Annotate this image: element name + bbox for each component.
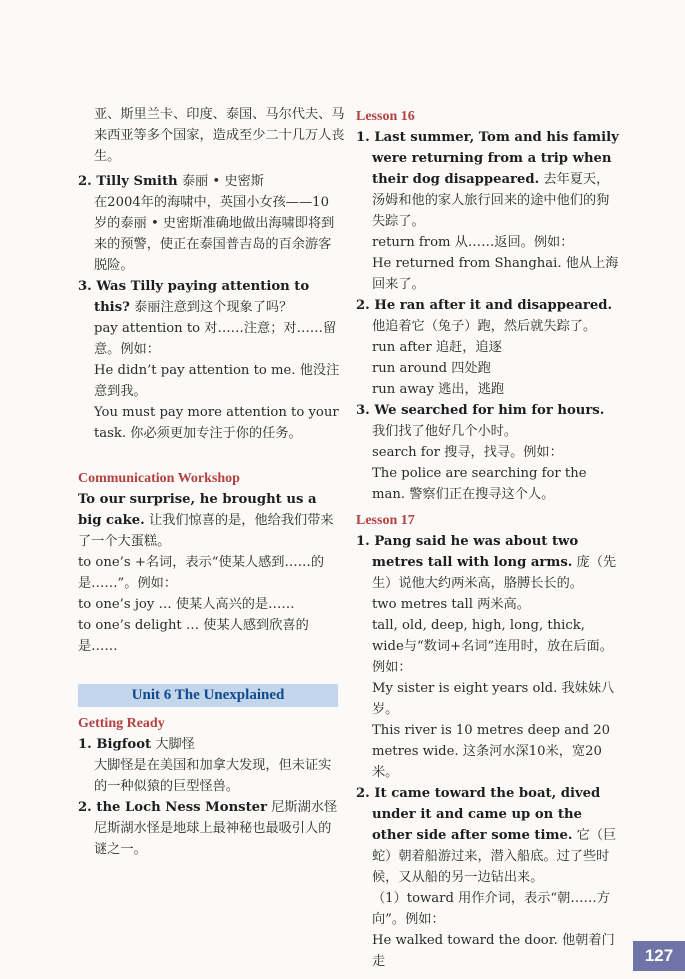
l16-note-1-line-2: He returned from Shanghai. 他从上海回来了。 <box>372 256 619 292</box>
note-2 <box>78 171 340 276</box>
l16-note-1-line-1: return from 从……返回。例如： <box>372 235 574 250</box>
gr-2-heading: 2. the Loch Ness Monster <box>78 800 268 815</box>
note-2-translation: 泰丽 • 史密斯 <box>177 174 264 189</box>
communication-workshop <box>78 468 340 657</box>
continued-paragraph: 亚、斯里兰卡、印度、泰国、马尔代夫、马来西亚等多个国家，造成至少二十几万人丧生。 <box>94 107 345 164</box>
l16-note-2-line-3: run away 逃出，逃跑 <box>372 382 505 397</box>
l16-note-1-heading: 1. Last summer, Tom and his family were returning from a trip when their dog disappeared. <box>356 130 619 187</box>
gr-2-translation: 尼斯湖水怪 <box>267 800 338 815</box>
cw-line-1: to one’s +名词，表示“使某人感到……的是……”。例如： <box>78 555 325 591</box>
lesson-16 <box>356 106 620 505</box>
l16-note-3-line-1: search for 搜寻，找寻。例如： <box>372 445 563 460</box>
l16-note-3-translation: 我们找了他好几个小时。 <box>372 424 518 439</box>
l17-note-1-line-4: This river is 10 metres deep and 20 metres wide. 这条河水深10米，宽20米。 <box>372 723 611 780</box>
cw-line-3: to one’s delight … 使某人感到欣喜的是…… <box>78 618 309 654</box>
l17-note-2-line-1: （1）toward 用作介词，表示“朝……方向”。例如： <box>372 891 610 927</box>
l17-note-2-line-2: He walked toward the door. 他朝着门走 <box>372 933 615 969</box>
l16-note-3-line-2: The police are searching for the man. 警察们正在搜寻这个人。 <box>372 466 587 502</box>
getting-ready <box>78 713 340 860</box>
lesson-16-title: Lesson 16 <box>356 109 415 124</box>
gr-1-translation: 大脚怪 <box>151 737 195 752</box>
note-2-heading: 2. Tilly Smith <box>78 174 178 189</box>
l16-note-2-line-2: run around 四处跑 <box>372 361 491 376</box>
l17-note-1-line-1: two metres tall 两米高。 <box>372 597 530 612</box>
l16-note-1-translation: 去年夏天，汤姆和他的家人旅行回来的途中他们的狗失踪了。 <box>372 172 610 229</box>
l17-note-1-translation: 庞（先生）说他大约两米高，胳膊长长的。 <box>372 555 617 591</box>
note-2-body: 在2004年的海啸中，英国小女孩——10岁的泰丽 • 史密斯准确地做出海啸即将到来的预警，使正在泰国普吉岛的百余游客脱险。 <box>94 195 335 273</box>
gr-1-heading: 1. Bigfoot <box>78 737 152 752</box>
gr-2-body: 尼斯湖水怪是地球上最神秘也最吸引人的谜之一。 <box>94 821 332 857</box>
l17-note-2-heading: 2. It came toward the boat, dived under it and came up on the other side after some time. <box>356 786 601 843</box>
note-3-line-1: pay attention to 对……注意；对……留意。例如： <box>94 321 337 357</box>
cw-sentence: To our surprise, he brought us a big cake. <box>78 492 317 528</box>
gr-1-body: 大脚怪是在美国和加拿大发现，但未证实的一种似猿的巨型怪兽。 <box>94 758 332 794</box>
cw-line-2: to one’s joy … 使某人高兴的是…… <box>78 597 295 612</box>
cw-translation: 让我们惊喜的是，他给我们带来了一个大蛋糕。 <box>78 513 334 549</box>
note-3-heading: 3. Was Tilly paying attention to this? <box>78 279 310 315</box>
unit-title-banner: Unit 6 The Unexplained <box>78 684 338 707</box>
l16-note-3-heading: 3. We searched for him for hours. <box>356 403 605 418</box>
l16-note-2-heading: 2. He ran after it and disappeared. <box>356 298 613 313</box>
l16-note-2-line-1: run after 追赶，追逐 <box>372 340 502 355</box>
note-3-line-2: He didn’t pay attention to me. 他没注意到我。 <box>94 363 340 399</box>
page-number: 127 <box>633 941 685 971</box>
l17-note-1-line-2: tall, old, deep, high, long, thick, wide与“数词+名词”连用时，放在后面。例如： <box>372 618 613 675</box>
communication-workshop-title: Communication Workshop <box>78 471 240 486</box>
note-3-line-3: You must pay more attention to your task. 你必须更加专注于你的任务。 <box>94 405 339 441</box>
lesson-17 <box>356 510 620 972</box>
l17-note-1-heading: 1. Pang said he was about two metres tall with long arms. <box>356 534 579 570</box>
note-3 <box>78 276 340 444</box>
l17-note-1-line-3: My sister is eight years old. 我妹妹八岁。 <box>372 681 615 717</box>
note-3-translation: 泰丽注意到这个现象了吗？ <box>129 300 293 315</box>
getting-ready-title: Getting Ready <box>78 716 165 731</box>
l16-note-2-translation: 他追着它（兔子）跑，然后就失踪了。 <box>372 319 597 334</box>
lesson-17-title: Lesson 17 <box>356 513 415 528</box>
l17-note-2-translation: 它（巨蛇）朝着船游过来，潜入船底。过了些时候，又从船的另一边钻出来。 <box>372 828 617 885</box>
